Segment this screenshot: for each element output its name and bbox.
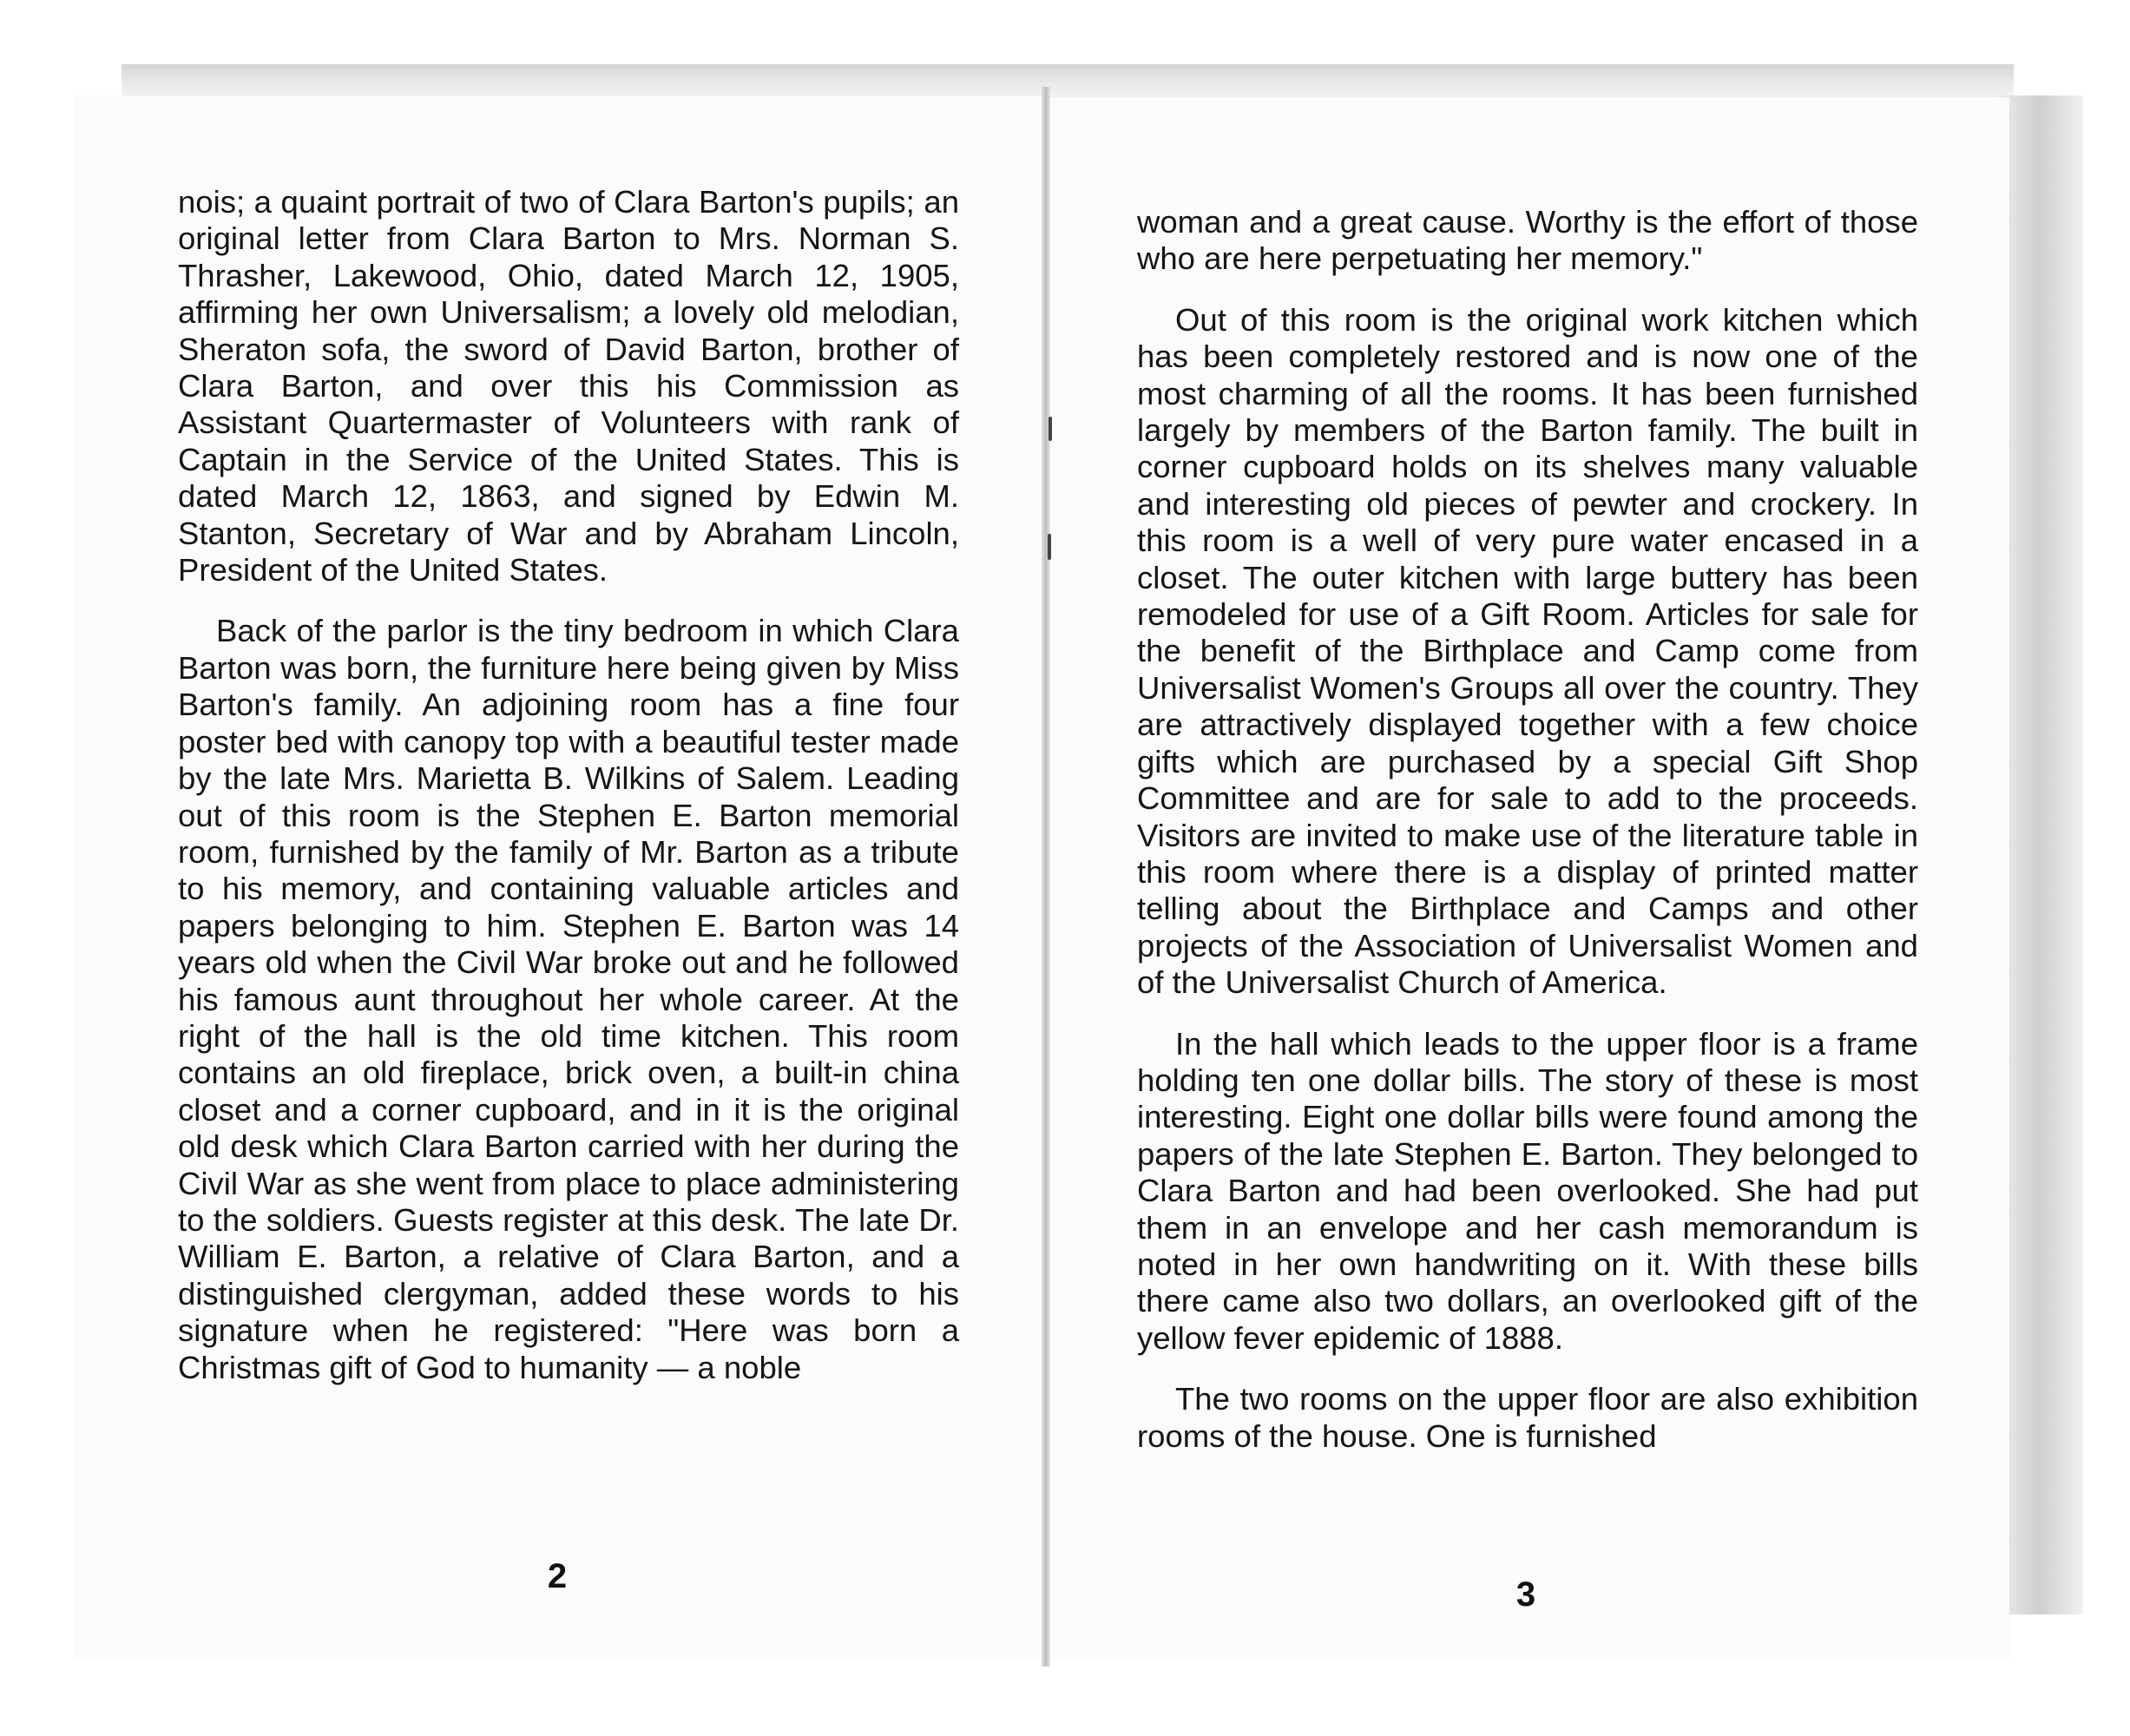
page-number: 3: [1515, 1575, 1536, 1614]
staple-mark: [1048, 534, 1051, 560]
staple-mark: [1049, 417, 1052, 441]
binding-gutter: [1042, 87, 1050, 1667]
paragraph: In the hall which leads to the upper floor is a frame holding ten one dollar bills. The story of these is most interesting. Eight one dollar bills were found among the papers of the late Stephen E. Barton. They belonged to Clara Barton and had been overlooked. She had put them in an envelope and her cash memorandum is noted in her own handwriting on it. With these bills there came also two dollars, an overlooked gift of the yellow fever epidemic of 1888.: [1137, 1025, 1918, 1356]
paragraph: nois; a quaint portrait of two of Clara Barton's pupils; an original letter from Clara Barton to Mrs. Norman S. Thrasher, Lakewood, Ohio, dated March 12, 1905, affirming her own Universalism; a lovely old melodian, Sheraton sofa, the sword of David Barton, brother of Clara Barton, and over this his Commission as Assistant Quartermaster of Volunteers with rank of Captain in the Service of the United States. This is dated March 12, 1863, and signed by Edwin M. Stanton, Secretary of War and by Abraham Lincoln, President of the United States.: [178, 184, 959, 589]
paragraph: woman and a great cause. Worthy is the effort of those who are here perpetuating her memory.": [1137, 204, 1918, 277]
paragraph: The two rooms on the upper floor are also exhibition rooms of the house. One is furnished: [1137, 1381, 1918, 1454]
paragraph: Out of this room is the original work kitchen which has been completely restored and is now one of the most charming of all the rooms. It has been furnished largely by members of the Barton family. The built in corner cupboard holds on its shelves many valuable and interesting old pieces of pewter and crockery. In this room is a well of very pure water encased in a closet. The outer kitchen with large buttery has been remodeled for use of a Gift Room. Articles for sale for the benefit of the Birthplace and Camp come from Universalist Women's Groups all over the country. They are attractively displayed together with a few choice gifts which are purchased by a special Gift Shop Committee and are for sale to add to the proceeds. Visitors are invited to make use of the literature table in this room where there is a display of printed matter telling about the Birthplace and Camps and other projects of the Association of Universalist Women and of the Universalist Church of America.: [1137, 301, 1918, 1001]
page-number: 2: [547, 1557, 568, 1595]
left-page-text: [178, 184, 959, 1386]
right-page-text: [1137, 204, 1918, 1455]
paragraph: Back of the parlor is the tiny bedroom in which Clara Barton was born, the furniture here being given by Miss Barton's family. An adjoining room has a fine four poster bed with canopy top with a beautiful tester made by the late Mrs. Marietta B. Wilkins of Salem. Leading out of this room is the Stephen E. Barton memorial room, furnished by the family of Mr. Barton as a tribute to his memory, and containing valuable articles and papers belonging to him. Stephen E. Barton was 14 years old when the Civil War broke out and he followed his famous aunt throughout her whole career. At the right of the hall is the old time kitchen. This room contains an old fireplace, brick oven, a built-in china closet and a corner cupboard, and in it is the original old desk which Clara Barton carried with her during the Civil War as she went from place to place administering to the soldiers. Guests register at this desk. The late Dr. William E. Barton, a relative of Clara Barton, and a distinguished clergyman, added these words to his signature when he registered: "Here was born a Christmas gift of God to humanity — a noble: [178, 613, 959, 1385]
